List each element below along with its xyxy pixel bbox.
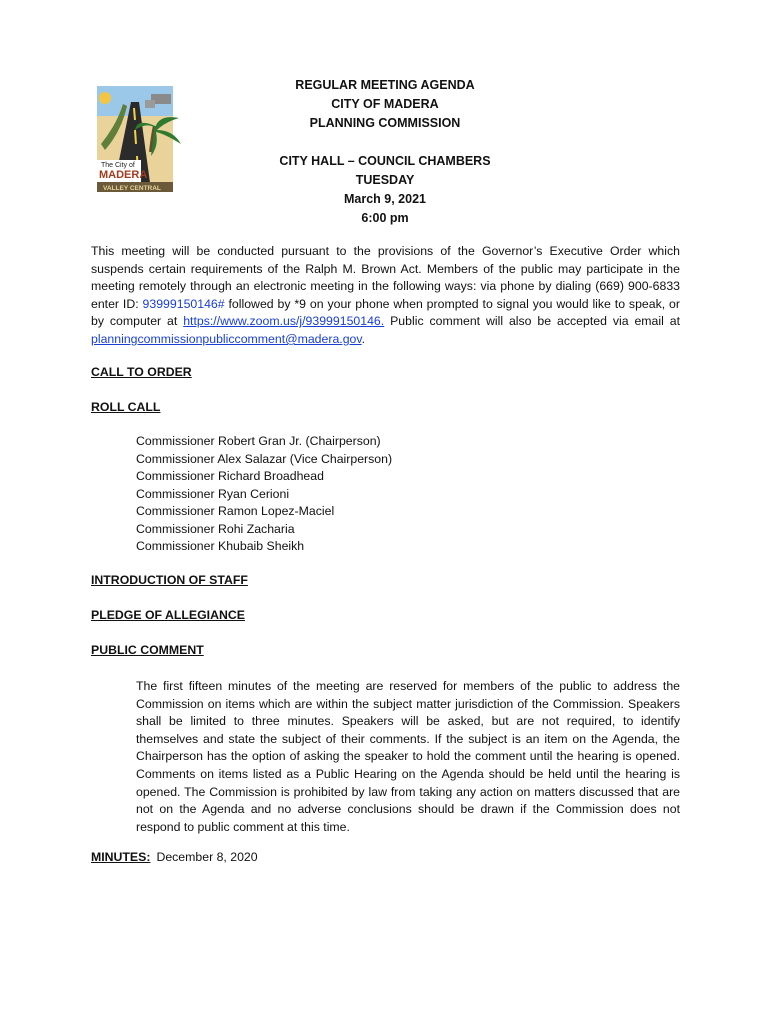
intro-text-4: .	[361, 331, 366, 346]
agenda-header	[230, 76, 540, 228]
commissioner-item: Commissioner Rohi Zacharia	[136, 521, 295, 536]
introduction-of-staff-heading: INTRODUCTION OF STAFF	[91, 573, 248, 587]
commissioner-list	[136, 433, 392, 556]
commissioner-item: Commissioner Ryan Cerioni	[136, 486, 290, 501]
meeting-date: March 9, 2021	[344, 192, 426, 206]
meeting-location: CITY HALL – COUNCIL CHAMBERS	[279, 154, 491, 168]
commissioner-item: Commissioner Richard Broadhead	[136, 469, 324, 483]
minutes-date: December 8, 2020	[156, 850, 258, 864]
meeting-time: 6:00 pm	[361, 211, 409, 225]
commissioner-item: Commissioner Ramon Lopez-Maciel	[136, 504, 335, 518]
meeting-day: TUESDAY	[355, 173, 415, 187]
public-comment-heading: PUBLIC COMMENT	[91, 643, 204, 657]
commissioner-item: Commissioner Alex Salazar (Vice Chairperson)	[136, 451, 393, 466]
commissioner-item: Commissioner Khubaib Sheikh	[136, 539, 305, 553]
header-title-line1: REGULAR MEETING AGENDA	[295, 78, 475, 92]
header-title-line2: CITY OF MADERA	[331, 97, 439, 111]
commissioner-item: Commissioner Robert Gran Jr. (Chairperson)	[136, 434, 381, 448]
email-link[interactable]: planningcommissionpubliccomment@madera.gov	[91, 331, 362, 346]
pledge-heading: PLEDGE OF ALLEGIANCE	[91, 608, 245, 622]
logo-text-line1: The City of	[101, 162, 135, 169]
minutes-label: MINUTES:	[91, 850, 151, 864]
intro-text-2: followed by *9 on your phone when prompted to signal you would like to speak, or by computer at	[91, 296, 680, 329]
roll-call-heading: ROLL CALL	[91, 400, 161, 414]
intro-paragraph	[91, 243, 680, 349]
public-comment-paragraph: The first fifteen minutes of the meeting are reserved for members of the public to address the Commission on items which are within the subject matter jurisdiction of the Commission. Speakers shall be limited to three minutes. Speakers will be asked, but are not required, to identify themselves and state the subject of their comments. If the subject is an item on the Agenda, the Chairperson has the option of asking the speaker to hold the comment until the hearing is opened. Comments on items listed as a Public Hearing on the Agenda should be held until the hearing is opened. The Commission is prohibited by law from taking any action on matters discussed that are not on the Agenda and no adverse conclusions should be drawn if the Commission does not respond to public comment at this time.	[136, 679, 680, 834]
logo-text-line2: MADERA	[99, 169, 148, 181]
city-of-madera-logo	[93, 84, 185, 196]
header-title-line3: PLANNING COMMISSION	[309, 116, 461, 130]
zoom-link[interactable]: https://www.zoom.us/j/93999150146.	[183, 314, 385, 329]
logo-text-line3: VALLEY CENTRAL	[103, 185, 161, 192]
meeting-id: 93999150146#	[142, 296, 225, 311]
intro-text-1: This meeting will be conducted pursuant to the provisions of the Governor’s Executive Order which suspends certain requirements of the Ralph M. Brown Act. Members of the public may participate in the meeting remotely through an electronic meeting in the following ways: via phone by dialing (669) 900-6833 enter ID:	[91, 244, 680, 311]
intro-text-3: Public comment will also be accepted via email at	[384, 314, 680, 329]
minutes-line	[91, 850, 258, 864]
call-to-order-heading: CALL TO ORDER	[91, 365, 192, 379]
